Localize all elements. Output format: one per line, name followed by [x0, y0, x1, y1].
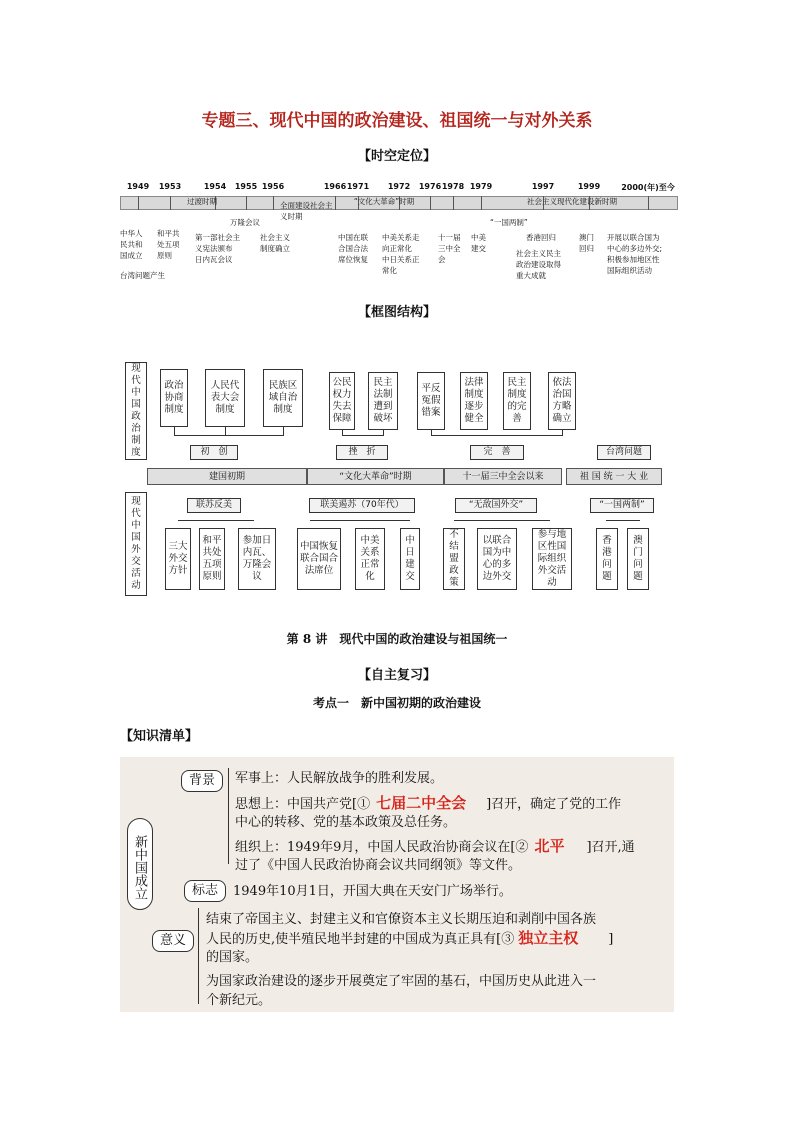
frame-bottom-item: 中国恢复联合国合法席位 — [297, 528, 341, 590]
timeline-tick — [430, 196, 431, 210]
significance-1: 结束了帝国主义、封建主义和官僚资本主义长期压迫和剥削中国各族 — [206, 912, 597, 927]
frame-bottom-item: 澳门问题 — [627, 528, 649, 590]
year-label: 1956 — [261, 182, 285, 191]
frame-top-item: 民族区域自治制度 — [263, 369, 303, 427]
timeline-note: 第一部社会主 义宪法颁布 日内瓦会议 — [195, 233, 240, 264]
frame-top-item: 依法治国方略确立 — [548, 372, 576, 430]
frame-left-bottom: 现代中国外交活动 — [125, 492, 147, 596]
center-node: 新中国成立 — [127, 818, 153, 910]
year-label: 1979 — [469, 182, 493, 191]
year-label: 1955 — [234, 182, 258, 191]
background-thought-cont: 中心的转移、党的基本政策及总任务。 — [235, 815, 457, 830]
timeline-note: 中美 建交 — [471, 233, 486, 253]
frame-top-item: 平反冤假错案 — [417, 372, 445, 430]
frame-bottom-label: “无敌国外交” — [455, 498, 537, 513]
timeline-note: 中国在联 合国合法 席位恢复 — [338, 233, 368, 264]
period-label: “文化大革命”时期 — [353, 197, 415, 206]
tag-yiyi: 意义 — [152, 930, 194, 952]
timeline-note: 澳门 回归 — [579, 233, 594, 253]
timeline-note: 万隆会议 — [230, 218, 260, 227]
answer-1: 七届二中全会 — [376, 794, 467, 812]
background-organization-cont: 过了《中国人民政治协商会议共同纲领》等文件。 — [235, 858, 522, 873]
timeline-tick — [481, 196, 482, 210]
answer-2: 北平 — [534, 837, 565, 855]
timeline-tick — [453, 196, 454, 210]
timeline-note: 中华人 民共和 国成立 — [120, 229, 143, 260]
frame-bottom-item: 和平共处五项原则 — [199, 528, 225, 590]
frame-top-item: 民主法制遭到破坏 — [368, 372, 398, 430]
timeline-tick — [273, 196, 274, 210]
page-title: 专题三、现代中国的政治建设、祖国统一与对外关系 — [201, 111, 593, 131]
timeline-tick — [246, 196, 247, 210]
section-heading-shikong: 【时空定位】 — [357, 149, 436, 164]
timeline-note: 社会主义民主 政治建设取得 重大成就 — [516, 249, 561, 280]
significance-1-end: 的国家。 — [206, 950, 259, 965]
frame-bottom-label: “一国两制” — [590, 498, 654, 513]
frame-bar-segment: 建国初期 — [147, 468, 307, 485]
timeline-note: 社会主义 制度确立 — [260, 233, 290, 253]
timeline-sublabel: “一国两制” — [490, 218, 528, 227]
frame-bottom-item: 中日建交 — [400, 528, 420, 590]
frame-top-item: 公民权力失去保障 — [329, 372, 355, 430]
frame-left-top: 现代中国政治制度 — [125, 362, 147, 460]
timeline-note: 十一届 三中全 会 — [438, 233, 461, 264]
frame-bottom-label: 联美遏苏（70年代） — [309, 498, 415, 513]
timeline-sublabel: 全面建设社会主义时期 — [280, 201, 333, 221]
timeline-note: 和平共 处五项 原则 — [157, 229, 180, 260]
background-organization: 组织上：1949年9月，中国人民政治协商会议在[② 北平 ]召开,通 — [235, 837, 635, 855]
timeline-tick — [138, 196, 139, 210]
frame-bar-segment: 十一届三中全会以来 — [444, 468, 562, 485]
timeline-tick — [170, 196, 171, 210]
year-label: 2000(年)至今 — [621, 183, 675, 192]
timeline-note: 中美关系走 向正常化 中日关系正 常化 — [382, 233, 420, 275]
significance-2: 为国家政治建设的逐步开展奠定了牢固的基石，中国历史从此进入一 — [206, 974, 597, 989]
frame-top-item: 人民代表大会制度 — [205, 369, 245, 427]
frame-top-label: 台湾问题 — [597, 445, 651, 460]
frame-top-item: 政治协商制度 — [160, 369, 188, 427]
frame-bottom-item: 中美关系正常化 — [355, 528, 385, 590]
answer-3: 独立主权 — [518, 929, 579, 947]
frame-top-label: 挫 折 — [336, 445, 388, 460]
year-label: 1972 — [387, 182, 411, 191]
timeline-note: 开展以联合国为 中心的多边外交; 积极参加地区性 国际组织活动 — [607, 233, 663, 275]
timeline-note: 台湾问题产生 — [120, 271, 165, 280]
frame-top-label: 初 创 — [190, 445, 238, 460]
year-label: 1966 — [323, 182, 347, 191]
frame-bar-segment: 祖 国 统 一 大 业 — [566, 468, 662, 485]
frame-top-label: 完 善 — [470, 445, 524, 460]
biaozhi-text: 1949年10月1日，开国大典在天安门广场举行。 — [233, 884, 512, 899]
frame-top-item: 法律制度逐步健全 — [460, 372, 488, 430]
lecture-title: 第 8 讲 现代中国的政治建设与祖国统一 — [286, 632, 508, 646]
period-label: 社会主义现代化建设新时期 — [527, 197, 617, 206]
background-military: 军事上：人民解放战争的胜利发展。 — [235, 771, 444, 786]
frame-bottom-item: 不结盟政策 — [443, 528, 465, 590]
frame-bottom-item: 三大外交方针 — [165, 528, 191, 590]
significance-1-cont: 人民的历史,使半殖民地半封建的中国成为真正具有[③ 独立主权 ] — [206, 929, 614, 947]
period-label: 过渡时期 — [187, 197, 217, 206]
frame-bottom-item: 参与地区性国际组织外交活动 — [532, 528, 572, 590]
section-heading-zhishi: 【知识清单】 — [120, 729, 199, 744]
year-label: 1997 — [531, 182, 555, 191]
year-label: 1953 — [158, 182, 182, 191]
year-label: 1978 — [441, 182, 465, 191]
section-heading-zizhu: 【自主复习】 — [357, 668, 436, 683]
tag-beijing: 背景 — [181, 770, 223, 792]
frame-bottom-item: 香港问题 — [596, 528, 618, 590]
background-thought: 思想上：中国共产党[① 七届二中全会 ]召开，确定了党的工作 — [235, 794, 622, 812]
timeline-note: 香港回归 — [526, 233, 556, 242]
year-label: 1949 — [126, 182, 150, 191]
timeline-tick — [648, 196, 649, 210]
frame-bottom-item: 参加日内瓦、万隆会议 — [238, 528, 276, 590]
frame-top-item: 民主制度的完善 — [503, 372, 531, 430]
year-label: 1971 — [346, 182, 370, 191]
year-label: 1976 — [418, 182, 442, 191]
tag-biaozhi: 标志 — [184, 880, 226, 902]
year-label: 1999 — [577, 182, 601, 191]
kaodian-title: 考点一 新中国初期的政治建设 — [312, 696, 481, 710]
frame-bar-segment: “文化大革命”时期 — [307, 468, 444, 485]
frame-bottom-label: 联苏反美 — [187, 498, 241, 513]
frame-bottom-item: 以联合国为中心的多边外交 — [477, 528, 517, 590]
significance-2-cont: 个新纪元。 — [206, 993, 272, 1008]
year-label: 1954 — [203, 182, 227, 191]
section-heading-kuangtu: 【框图结构】 — [357, 305, 436, 320]
